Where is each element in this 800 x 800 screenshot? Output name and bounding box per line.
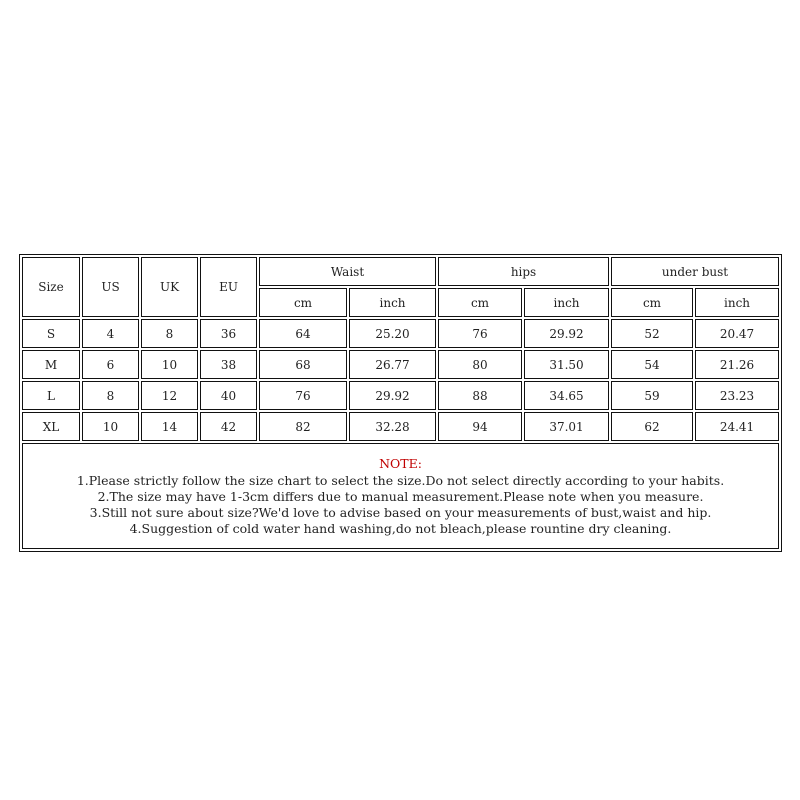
table-cell: 6: [82, 350, 139, 379]
unit-header: cm: [611, 288, 693, 317]
hips-header: hips: [438, 257, 609, 286]
table-cell: 21.26: [695, 350, 779, 379]
note-line-4: 4.Suggestion of cold water hand washing,do not bleach,please rountine dry cleaning.: [129, 520, 672, 536]
table-row: [22, 381, 779, 410]
table-cell: 12: [141, 381, 198, 410]
table-cell: XL: [22, 412, 80, 441]
table-cell: 80: [438, 350, 522, 379]
table-cell: 26.77: [349, 350, 436, 379]
table-cell: M: [22, 350, 80, 379]
table-cell: 8: [141, 319, 198, 348]
table-cell: 29.92: [349, 381, 436, 410]
unit-header: inch: [349, 288, 436, 317]
size-chart: [19, 254, 780, 552]
under-bust-header: under bust: [611, 257, 779, 286]
table-cell: 31.50: [524, 350, 609, 379]
note-row: [22, 443, 779, 549]
table-cell: 34.65: [524, 381, 609, 410]
unit-header: cm: [438, 288, 522, 317]
note-line-2: 2.The size may have 1-3cm differs due to manual measurement.Please note when you measure.: [97, 488, 704, 504]
table-row: [22, 412, 779, 441]
table-cell: 52: [611, 319, 693, 348]
table-cell: 82: [259, 412, 347, 441]
waist-header: Waist: [259, 257, 436, 286]
unit-header: inch: [695, 288, 779, 317]
table-cell: 4: [82, 319, 139, 348]
table-row: [22, 319, 779, 348]
size-header: Size: [22, 257, 80, 317]
table-cell: 68: [259, 350, 347, 379]
table-cell: 42: [200, 412, 257, 441]
table-cell: 76: [438, 319, 522, 348]
table-cell: 14: [141, 412, 198, 441]
table-cell: 38: [200, 350, 257, 379]
unit-header: cm: [259, 288, 347, 317]
size-table: [19, 254, 782, 552]
uk-header: UK: [141, 257, 198, 317]
header-row: [22, 257, 779, 286]
unit-header: inch: [524, 288, 609, 317]
table-cell: 40: [200, 381, 257, 410]
eu-header: EU: [200, 257, 257, 317]
table-cell: 76: [259, 381, 347, 410]
note-box: [22, 443, 779, 549]
table-cell: 62: [611, 412, 693, 441]
table-cell: 10: [141, 350, 198, 379]
table-cell: 59: [611, 381, 693, 410]
table-cell: S: [22, 319, 80, 348]
table-cell: 37.01: [524, 412, 609, 441]
table-cell: 10: [82, 412, 139, 441]
table-cell: 29.92: [524, 319, 609, 348]
table-cell: 54: [611, 350, 693, 379]
table-cell: 64: [259, 319, 347, 348]
note-title: NOTE:: [379, 455, 422, 471]
table-cell: 88: [438, 381, 522, 410]
table-cell: L: [22, 381, 80, 410]
table-row: [22, 350, 779, 379]
us-header: US: [82, 257, 139, 317]
note-line-3: 3.Still not sure about size?We'd love to advise based on your measurements of bust,waist and hip.: [89, 504, 712, 520]
table-cell: 25.20: [349, 319, 436, 348]
table-cell: 8: [82, 381, 139, 410]
note-line-1: 1.Please strictly follow the size chart to select the size.Do not select directly according to your habits.: [76, 472, 725, 488]
table-cell: 20.47: [695, 319, 779, 348]
table-cell: 94: [438, 412, 522, 441]
table-cell: 32.28: [349, 412, 436, 441]
table-cell: 23.23: [695, 381, 779, 410]
table-cell: 24.41: [695, 412, 779, 441]
table-cell: 36: [200, 319, 257, 348]
